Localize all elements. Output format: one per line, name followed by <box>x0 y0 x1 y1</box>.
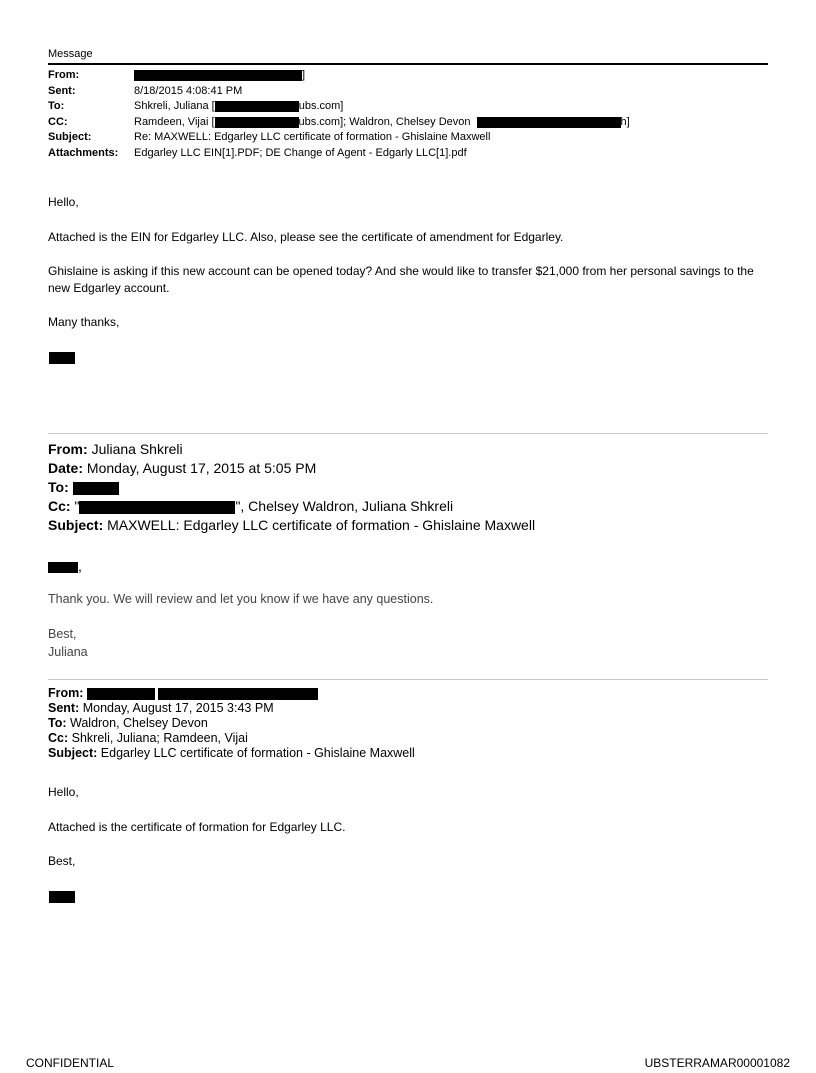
signature-redaction <box>49 891 75 903</box>
redaction-block <box>215 101 299 112</box>
message2-closing: Best, <box>48 627 77 641</box>
message2-date-value: Monday, August 17, 2015 at 5:05 PM <box>86 460 317 476</box>
redaction-block <box>73 482 119 495</box>
sent-label: Sent: <box>48 84 76 97</box>
redaction-block <box>48 562 78 573</box>
message2-date-label: Date: <box>48 460 84 476</box>
redaction-block <box>87 688 155 700</box>
message-header-fields <box>48 68 630 161</box>
message3-from-label: From: <box>48 686 84 700</box>
cc-suffix2: h] <box>620 115 630 128</box>
message2-cc-prefix: " <box>74 498 80 514</box>
from-row <box>48 68 630 84</box>
message2-body: Thank you. We will review and let you know if we have any questions. <box>48 592 434 606</box>
to-label: To: <box>48 100 65 112</box>
message2-subject-row <box>48 516 535 535</box>
message2-subject-value: MAXWELL: Edgarley LLC certificate of formation - Ghislaine Maxwell <box>107 517 536 533</box>
message3-to-value: Waldron, Chelsey Devon <box>70 716 208 730</box>
message2-cc-suffix: ", Chelsey Waldron, Juliana Shkreli <box>235 498 454 514</box>
message3-from-row <box>48 686 415 701</box>
footer-bates-number: UBSTERRAMAR00001082 <box>644 1056 790 1070</box>
message2-subject-label: Subject: <box>48 517 104 533</box>
redaction-block <box>158 688 318 700</box>
redaction-block <box>477 117 621 128</box>
message2-header <box>48 440 535 535</box>
cc-row <box>48 115 630 131</box>
cc-name1: Ramdeen, Vijai [ <box>134 115 215 128</box>
message3-to-row <box>48 716 415 731</box>
message2-signature: Juliana <box>48 645 88 659</box>
cc-label: CC: <box>48 115 68 128</box>
quote-divider <box>48 433 768 434</box>
message3-subject-value: Edgarley LLC certificate of formation - Ghislaine Maxwell <box>100 746 415 760</box>
message3-subject-row <box>48 746 415 761</box>
from-suffix: ] <box>302 69 306 81</box>
to-name: Shkreli, Juliana [ <box>134 100 215 112</box>
message2-date-row <box>48 459 535 478</box>
message1-para2: Ghislaine is asking if this new account can be opened today? And she would like to transfer $21,000 from her personal savings to the new Edgarley account. <box>48 264 754 295</box>
subject-label: Subject: <box>48 131 92 143</box>
message2-cc-label: Cc: <box>48 498 71 514</box>
message3-cc-row <box>48 731 415 746</box>
message3-subject-label: Subject: <box>48 746 98 760</box>
from-label: From: <box>48 69 80 81</box>
message2-from-row <box>48 440 535 459</box>
message3-sent-row <box>48 701 415 716</box>
message1-closing: Many thanks, <box>48 315 120 329</box>
message2-to-row <box>48 478 535 497</box>
message3-header <box>48 686 415 761</box>
sent-row <box>48 84 630 100</box>
message3-closing: Best, <box>48 854 76 868</box>
message1-greeting: Hello, <box>48 195 79 209</box>
subject-row <box>48 130 630 146</box>
message2-from-value: Juliana Shkreli <box>91 441 183 457</box>
message3-body: Attached is the certificate of formation for Edgarley LLC. <box>48 820 346 834</box>
redaction-block <box>79 501 235 514</box>
message3-cc-value: Shkreli, Juliana; Ramdeen, Vijai <box>71 731 248 745</box>
subject-value: Re: MAXWELL: Edgarley LLC certificate of formation - Ghislaine Maxwell <box>134 131 491 143</box>
message2-from-label: From: <box>48 441 88 457</box>
attachments-value: Edgarley LLC EIN[1].PDF; DE Change of Agent - Edgarly LLC[1].pdf <box>134 146 467 159</box>
message2-to-label: To: <box>48 479 69 495</box>
message3-greeting: Hello, <box>48 785 79 799</box>
attachments-label: Attachments: <box>48 146 119 159</box>
message3-sent-value: Monday, August 17, 2015 3:43 PM <box>82 701 274 715</box>
to-row <box>48 99 630 115</box>
header-divider <box>48 63 768 65</box>
quote-divider <box>48 679 768 680</box>
footer-confidential: CONFIDENTIAL <box>26 1056 115 1070</box>
sent-value: 8/18/2015 4:08:41 PM <box>134 84 243 97</box>
message3-sent-label: Sent: <box>48 701 80 715</box>
message3-cc-label: Cc: <box>48 731 69 745</box>
redaction-block <box>215 117 299 128</box>
redaction-block <box>134 70 302 81</box>
message1-para1: Attached is the EIN for Edgarley LLC. Also, please see the certificate of amendment for Edgarley. <box>48 230 564 244</box>
cc-suffix1: ubs.com]; Waldron, Chelsey Devon <box>298 115 471 128</box>
message2-greeting <box>48 557 82 576</box>
message-heading: Message <box>48 48 93 60</box>
signature-redaction <box>49 352 75 364</box>
message2-cc-row <box>48 497 535 516</box>
message2-greeting-suffix: , <box>78 558 82 574</box>
attachments-row <box>48 146 630 162</box>
message3-to-label: To: <box>48 716 67 730</box>
to-suffix: ubs.com] <box>298 100 344 112</box>
